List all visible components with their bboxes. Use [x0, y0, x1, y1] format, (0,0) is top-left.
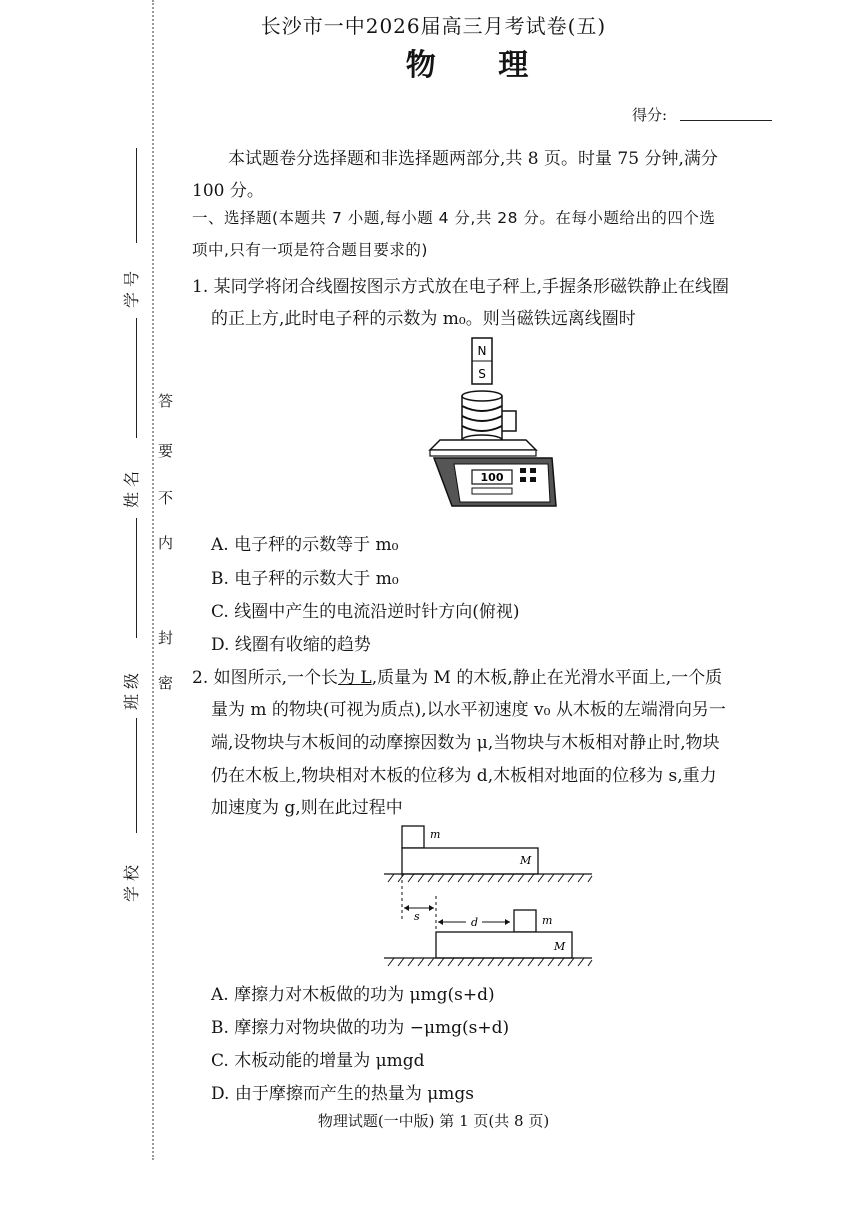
class-line — [136, 518, 137, 638]
section-heading: 项中,只有一项是符合题目要求的) — [192, 241, 428, 259]
score-label: 得分: — [632, 106, 668, 124]
q2-stem-underlined: 为 L — [338, 668, 372, 688]
seal-char: 内 — [158, 534, 174, 552]
name-line — [136, 318, 137, 438]
school-label: 学 校 — [122, 864, 142, 903]
mass-m-label-final: m — [542, 914, 553, 927]
q2-stem-part: ,质量为 M 的木板,静止在光滑水平面上,一个质 — [371, 668, 723, 688]
section-heading: 一、选择题(本题共 7 小题,每小题 4 分,共 28 分。在每小题给出的四个选 — [192, 209, 716, 227]
class-label: 班 级 — [122, 672, 142, 711]
q2-stem: 端,设物块与木板间的动摩擦因数为 μ,当物块与木板相对静止时,物块 — [211, 733, 720, 753]
q1-stem: 的正上方,此时电子秤的示数为 m₀。则当磁铁远离线圈时 — [211, 309, 636, 329]
intro-line: 本试题卷分选择题和非选择题两部分,共 8 页。时量 75 分钟,满分 — [228, 149, 718, 169]
q1-option-c: C. 线圈中产生的电流沿逆时针方向(俯视) — [211, 602, 520, 622]
page-footer: 物理试题(一中版) 第 1 页(共 8 页) — [317, 1112, 550, 1130]
student-id-line — [136, 148, 137, 243]
board-block-figure — [380, 824, 596, 968]
q2-stem-line1 — [192, 663, 722, 688]
displacement-s-label: s — [414, 910, 420, 923]
q2-option-b: B. 摩擦力对物块做的功为 −μmg(s+d) — [211, 1018, 510, 1038]
exam-title: 长沙市一中2026届高三月考试卷(五) — [260, 14, 607, 38]
q1-option-d: D. 线圈有收缩的趋势 — [211, 635, 371, 655]
q2-stem: 加速度为 g,则在此过程中 — [211, 798, 403, 818]
q2-option-d: D. 由于摩擦而产生的热量为 μmgs — [211, 1084, 475, 1104]
seal-char: 答 — [158, 392, 174, 410]
scale-magnet-figure — [420, 336, 560, 512]
binding-dotted-line — [152, 0, 154, 1160]
mass-M-label: M — [520, 854, 532, 867]
school-line — [136, 718, 137, 833]
q2-stem: 量为 m 的物块(可视为质点),以水平初速度 v₀ 从木板的左端滑向另一 — [211, 700, 726, 720]
q2-option-c: C. 木板动能的增量为 μmgd — [211, 1051, 425, 1071]
seal-char: 封 — [158, 629, 174, 647]
name-label: 姓 名 — [122, 470, 142, 509]
intro-line: 100 分。 — [192, 181, 264, 201]
q1-stem: 1. 某同学将闭合线圈按图示方式放在电子秤上,手握条形磁铁静止在线圈 — [192, 277, 730, 297]
magnet-s-label: S — [478, 367, 486, 381]
score-blank — [680, 120, 772, 121]
displacement-d-label: d — [471, 916, 479, 929]
subject-title: 物 理 — [405, 48, 555, 83]
seal-char: 要 — [158, 442, 174, 460]
q2-option-a: A. 摩擦力对木板做的功为 μmg(s+d) — [211, 985, 495, 1005]
q2-stem: 仍在木板上,物块相对木板的位移为 d,木板相对地面的位移为 s,重力 — [211, 766, 717, 786]
seal-char: 不 — [158, 489, 174, 507]
seal-char: 密 — [158, 674, 174, 692]
mass-M-label-final: M — [554, 940, 566, 953]
q1-option-a: A. 电子秤的示数等于 m₀ — [211, 535, 399, 555]
q1-option-b: B. 电子秤的示数大于 m₀ — [211, 569, 399, 589]
q2-stem-part: 2. 如图所示,一个长 — [192, 668, 339, 688]
magnet-n-label: N — [477, 344, 487, 358]
scale-display-value: 100 — [480, 471, 504, 484]
student-id-label: 学 号 — [122, 270, 142, 309]
mass-m-label: m — [430, 828, 441, 841]
